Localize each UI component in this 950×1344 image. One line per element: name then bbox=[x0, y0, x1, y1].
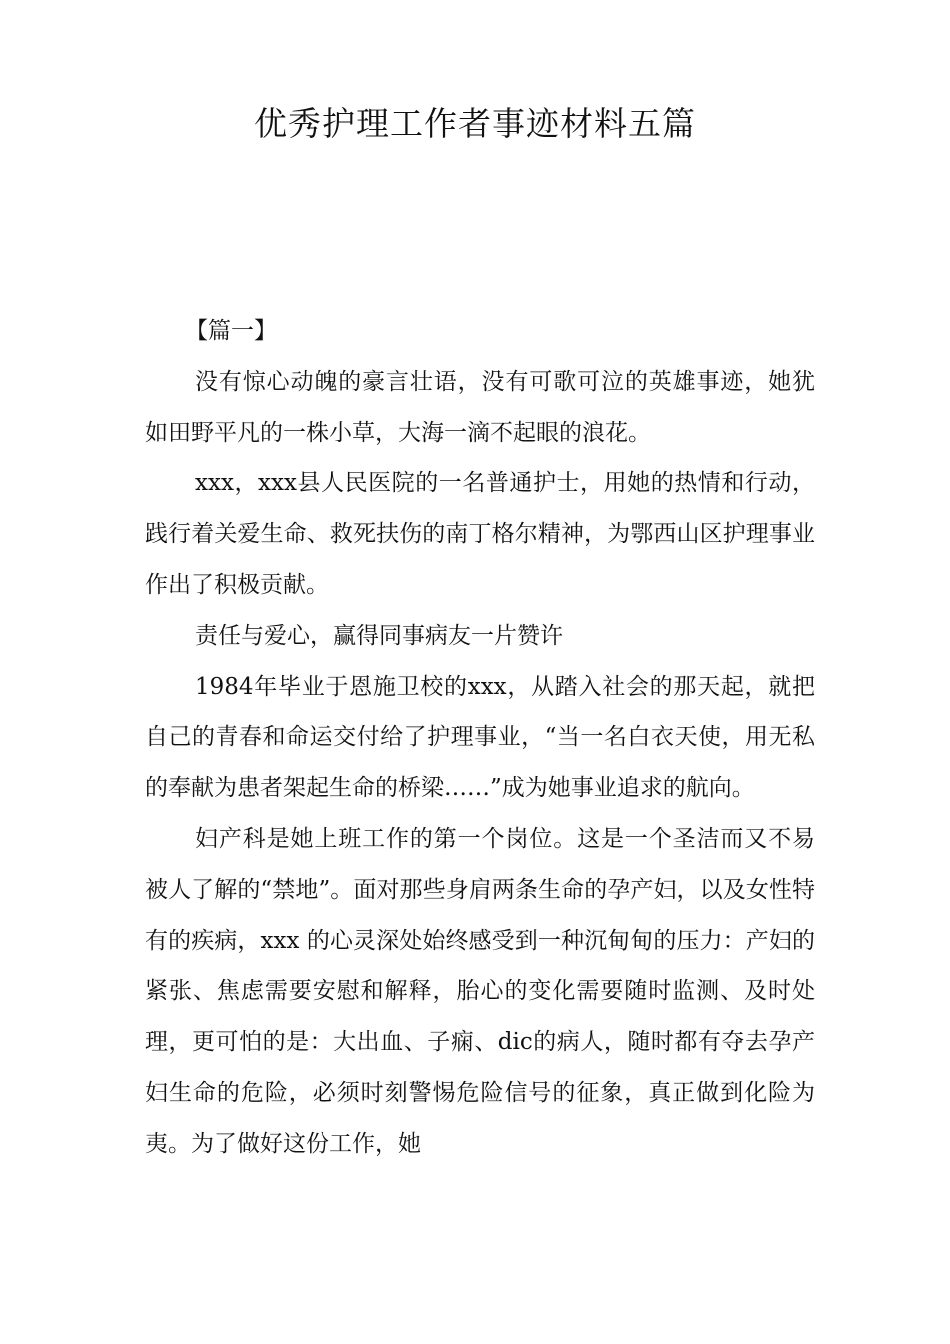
paragraph-3-heading: 责任与爱心，赢得同事病友一片赞许 bbox=[195, 622, 563, 649]
paragraph-5: 妇产科是她上班工作的第一个岗位。这是一个圣洁而又不易被人了解的“禁地”。面对那些身肩两条生命的孕产妇，以及女性特有的疾病，xxx 的心灵深处始终感受到一种沉甸甸的压力：产妇的紧张、焦虑需要安慰和解释，胎心的变化需要随时监测、及时处理，更可怕的是：大出血、子痫、dic的病人，随时都有夺去孕产妇生命的危险，必须时刻警惕危险信号的征象，真正做到化险为夷。为了做好这份工作，她 bbox=[145, 825, 815, 1157]
paragraph-4: 1984年毕业于恩施卫校的xxx，从踏入社会的那天起，就把自己的青春和命运交付给了护理事业，“当一名白衣天使，用无私的奉献为患者架起生命的桥梁……”成为她事业追求的航向。 bbox=[145, 673, 815, 802]
paragraph-1: 没有惊心动魄的豪言壮语，没有可歌可泣的英雄事迹，她犹如田野平凡的一株小草，大海一滴不起眼的浪花。 bbox=[145, 368, 815, 446]
paragraph-2: xxx，xxx县人民医院的一名普通护士，用她的热情和行动，践行着关爱生命、救死扶伤的南丁格尔精神，为鄂西山区护理事业作出了积极贡献。 bbox=[145, 470, 815, 598]
document-body bbox=[145, 306, 815, 1170]
section-label: 【篇一】 bbox=[185, 318, 277, 344]
document-title: 优秀护理工作者事迹材料五篇 bbox=[254, 104, 696, 143]
